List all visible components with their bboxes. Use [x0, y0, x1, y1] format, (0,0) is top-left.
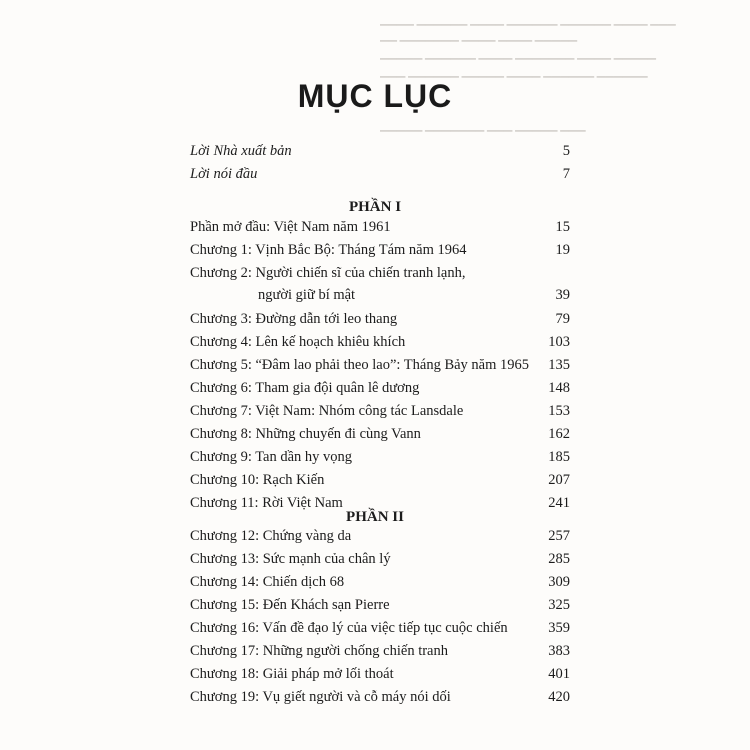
- toc-page: 148: [548, 380, 570, 396]
- toc-row: [190, 571, 570, 593]
- toc-page: 5: [562, 143, 570, 159]
- toc-row: [190, 446, 570, 468]
- toc-page: 7: [562, 166, 570, 182]
- toc-label: Lời nói đầu: [190, 166, 258, 182]
- toc-page: 285: [548, 551, 570, 567]
- toc-page: 420: [548, 689, 570, 705]
- book-page: ▁▁▁▁ ▁▁▁▁▁▁ ▁▁▁▁ ▁▁▁▁▁▁ ▁▁▁▁▁▁ ▁▁▁▁ ▁▁▁ ▁▁ ▁▁▁▁▁▁▁ ▁▁▁▁ ▁▁▁▁ ▁▁▁▁▁ ▁▁▁▁▁ ▁▁▁▁▁▁ ▁▁▁▁ ▁▁▁▁▁▁▁ ▁▁▁▁ ▁▁▁▁▁ ▁▁▁ ▁▁▁▁▁▁ ▁▁▁▁▁ ▁▁▁▁ ▁▁▁▁▁▁ ▁▁▁▁▁▁ ▁▁▁▁▁ ▁▁▁▁▁▁▁ ▁▁▁ ▁▁▁▁▁ ▁▁▁ MỤC LỤC Lời Nhà xuất bản 5 Lời nói đầu 7 PHẦN I Phần mở đầu: Việt Nam năm 1961 15 Chương 1: Vịnh Bắc Bộ: Tháng Tám năm 1964 19 Chương 2: Người chiến sĩ của chiến tranh lạnh, người giữ bí mật 39 Chương 3: Đường dẫn tới leo thang 79 Chương 4: Lên kế hoạch khiêu khích 103 Chương 5: “Đâm lao phải theo lao”: Tháng Bảy năm 1965 135 Chương 6: Tham gia đội quân lê dương 148 Chương 7: Việt Nam: Nhóm công tác Lansdale 153 Chương 8: Những chuyến đi cùng Vann 162 Chương 9: Tan dần hy vọng 185 Chương 10: Rạch Kiến 207 Chương 11: Rời Việt Nam 241 PHẦN II Chương 12: Chứng vàng da 257 Chương 13: Sức mạnh của chân lý 285 Chương 14: Chiến dịch 68 309 Chương 15: Đến Khách sạn Pierre 325 Chương 16: Vấn đề đạo lý của việc tiếp tục cuộc chiến 359 Chương 17: Những người chống chiến tranh 383 Chương 18: Giải pháp mở lối thoát 401 Chương 19: Vụ giết người và cỗ máy nói dối 420: [0, 0, 750, 750]
- toc-label: Chương 6: Tham gia đội quân lê dương: [190, 380, 420, 396]
- toc-label: Chương 9: Tan dần hy vọng: [190, 449, 353, 465]
- toc-label: Chương 18: Giải pháp mở lối thoát: [190, 666, 394, 682]
- toc-label: Chương 13: Sức mạnh của chân lý: [190, 551, 391, 567]
- toc-row: [190, 594, 570, 616]
- toc-row: [190, 617, 570, 639]
- toc-row: [190, 216, 570, 238]
- toc-page: 79: [555, 311, 570, 327]
- toc-row: [190, 262, 570, 284]
- toc-row: [190, 525, 570, 547]
- toc-label: Chương 12: Chứng vàng da: [190, 528, 352, 544]
- toc-page: 15: [555, 219, 570, 235]
- part-heading: PHẦN I: [348, 199, 402, 215]
- toc-row: [190, 640, 570, 662]
- toc-page: 207: [548, 472, 570, 488]
- toc-page: 39: [555, 287, 570, 303]
- toc-page: 153: [548, 403, 570, 419]
- toc-label: Chương 2: Người chiến sĩ của chiến tranh lạnh,: [190, 265, 466, 281]
- toc-row: [190, 140, 570, 162]
- toc-row: [190, 239, 570, 261]
- toc-label: Chương 14: Chiến dịch 68: [190, 574, 345, 590]
- toc-label: Chương 19: Vụ giết người và cỗ máy nói dối: [190, 689, 451, 705]
- toc-page: 162: [548, 426, 570, 442]
- toc-label: Lời Nhà xuất bản: [190, 143, 292, 159]
- toc-page: 383: [548, 643, 570, 659]
- toc-page: 135: [548, 357, 570, 373]
- toc-label: Chương 3: Đường dẫn tới leo thang: [190, 311, 398, 327]
- toc-label: Chương 1: Vịnh Bắc Bộ: Tháng Tám năm 1964: [190, 242, 467, 258]
- toc-page: 309: [548, 574, 570, 590]
- toc-row: [190, 423, 570, 445]
- toc-row: [190, 663, 570, 685]
- toc-label: Chương 16: Vấn đề đạo lý của việc tiếp tục cuộc chiến: [190, 620, 508, 636]
- part-heading: PHẦN II: [346, 509, 404, 525]
- toc-label: Chương 15: Đến Khách sạn Pierre: [190, 597, 390, 613]
- toc-label: người giữ bí mật: [258, 287, 356, 303]
- toc-row: [190, 163, 570, 185]
- toc-page: 257: [548, 528, 570, 544]
- toc-row: [190, 377, 570, 399]
- toc-label: Chương 4: Lên kế hoạch khiêu khích: [190, 334, 406, 350]
- toc-page: 325: [548, 597, 570, 613]
- toc-label: Chương 17: Những người chống chiến tranh: [190, 643, 448, 659]
- toc-label: Chương 10: Rạch Kiến: [190, 472, 325, 488]
- toc-row: [190, 686, 570, 708]
- toc-label: Phần mở đầu: Việt Nam năm 1961: [190, 219, 391, 235]
- toc-label: Chương 7: Việt Nam: Nhóm công tác Lansdale: [190, 403, 464, 419]
- toc-row: [190, 400, 570, 422]
- toc-page: 401: [548, 666, 570, 682]
- toc-page: 359: [548, 620, 570, 636]
- toc-row: [190, 548, 570, 570]
- page-title: MỤC LỤC: [297, 78, 453, 114]
- toc-page: 241: [548, 495, 570, 511]
- toc-label: Chương 5: “Đâm lao phải theo lao”: Tháng Bảy năm 1965: [190, 357, 530, 373]
- toc-page: 19: [555, 242, 570, 258]
- toc-row: [190, 308, 570, 330]
- toc-page: 103: [548, 334, 570, 350]
- toc-row: [190, 469, 570, 491]
- toc-row: [190, 284, 570, 306]
- toc-row: [190, 331, 570, 353]
- toc-page: 185: [548, 449, 570, 465]
- toc-label: Chương 11: Rời Việt Nam: [190, 495, 343, 511]
- toc-label: Chương 8: Những chuyến đi cùng Vann: [190, 426, 421, 442]
- toc-row: [190, 354, 570, 376]
